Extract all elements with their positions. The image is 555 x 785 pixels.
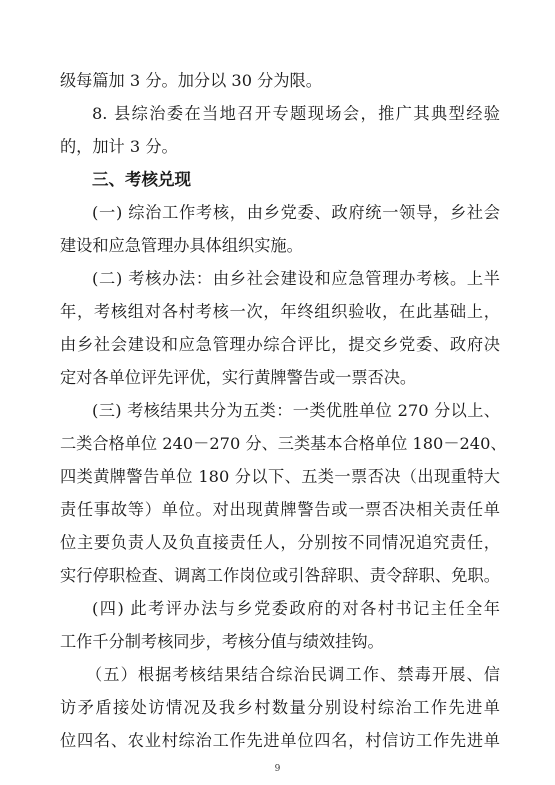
- text-line: 8. 县综治委在当地召开专题现场会，推广其典型经验: [92, 104, 500, 123]
- text-line: 访矛盾接处访情况及我乡村数量分别设村综治工作先进单: [60, 698, 500, 717]
- text-line: 二类合格单位 240－270 分、三类基本合格单位 180－240、: [60, 434, 507, 453]
- page-number: 9: [274, 764, 281, 774]
- text-line: 位四名、农业村综治工作先进单位四名，村信访工作先进单: [60, 731, 500, 750]
- text-line: 建设和应急管理办具体组织实施。: [60, 236, 303, 255]
- text-line: 实行停职检查、调离工作岗位或引咎辞职、责令辞职、免职。: [60, 566, 500, 585]
- text-line: 定对各单位评先评优，实行黄牌警告或一票否决。: [60, 368, 417, 387]
- text-line: 的，加计 3 分。: [60, 137, 178, 156]
- text-line: 四类黄牌警告单位 180 分以下、五类一票否决（出现重特大: [60, 467, 500, 486]
- text-line: （五）根据考核结果结合综治民调工作、禁毒开展、信: [86, 665, 500, 684]
- text-line: 位主要负责人及负直接责任人，分别按不同情况追究责任，: [60, 533, 500, 552]
- section-heading: 三、考核兑现: [92, 170, 191, 189]
- text-line: (四) 此考评办法与乡党委政府的对各村书记主任全年: [92, 599, 500, 618]
- text-line: (三) 考核结果共分为五类：一类优胜单位 270 分以上、: [92, 401, 500, 420]
- text-line: (一) 综治工作考核，由乡党委、政府统一领导，乡社会: [92, 203, 500, 222]
- text-line: (二) 考核办法：由乡社会建设和应急管理办考核。上半: [92, 269, 500, 288]
- text-line: 级每篇加 3 分。加分以 30 分为限。: [60, 71, 322, 90]
- text-line: 由乡社会建设和应急管理办综合评比，提交乡党委、政府决: [60, 335, 500, 354]
- text-line: 责任事故等）单位。对出现黄牌警告或一票否决相关责任单: [60, 500, 500, 519]
- text-line: 年，考核组对各村考核一次，年终组织验收，在此基础上，: [60, 302, 500, 321]
- text-line: 工作千分制考核同步，考核分值与绩效挂钩。: [60, 632, 384, 651]
